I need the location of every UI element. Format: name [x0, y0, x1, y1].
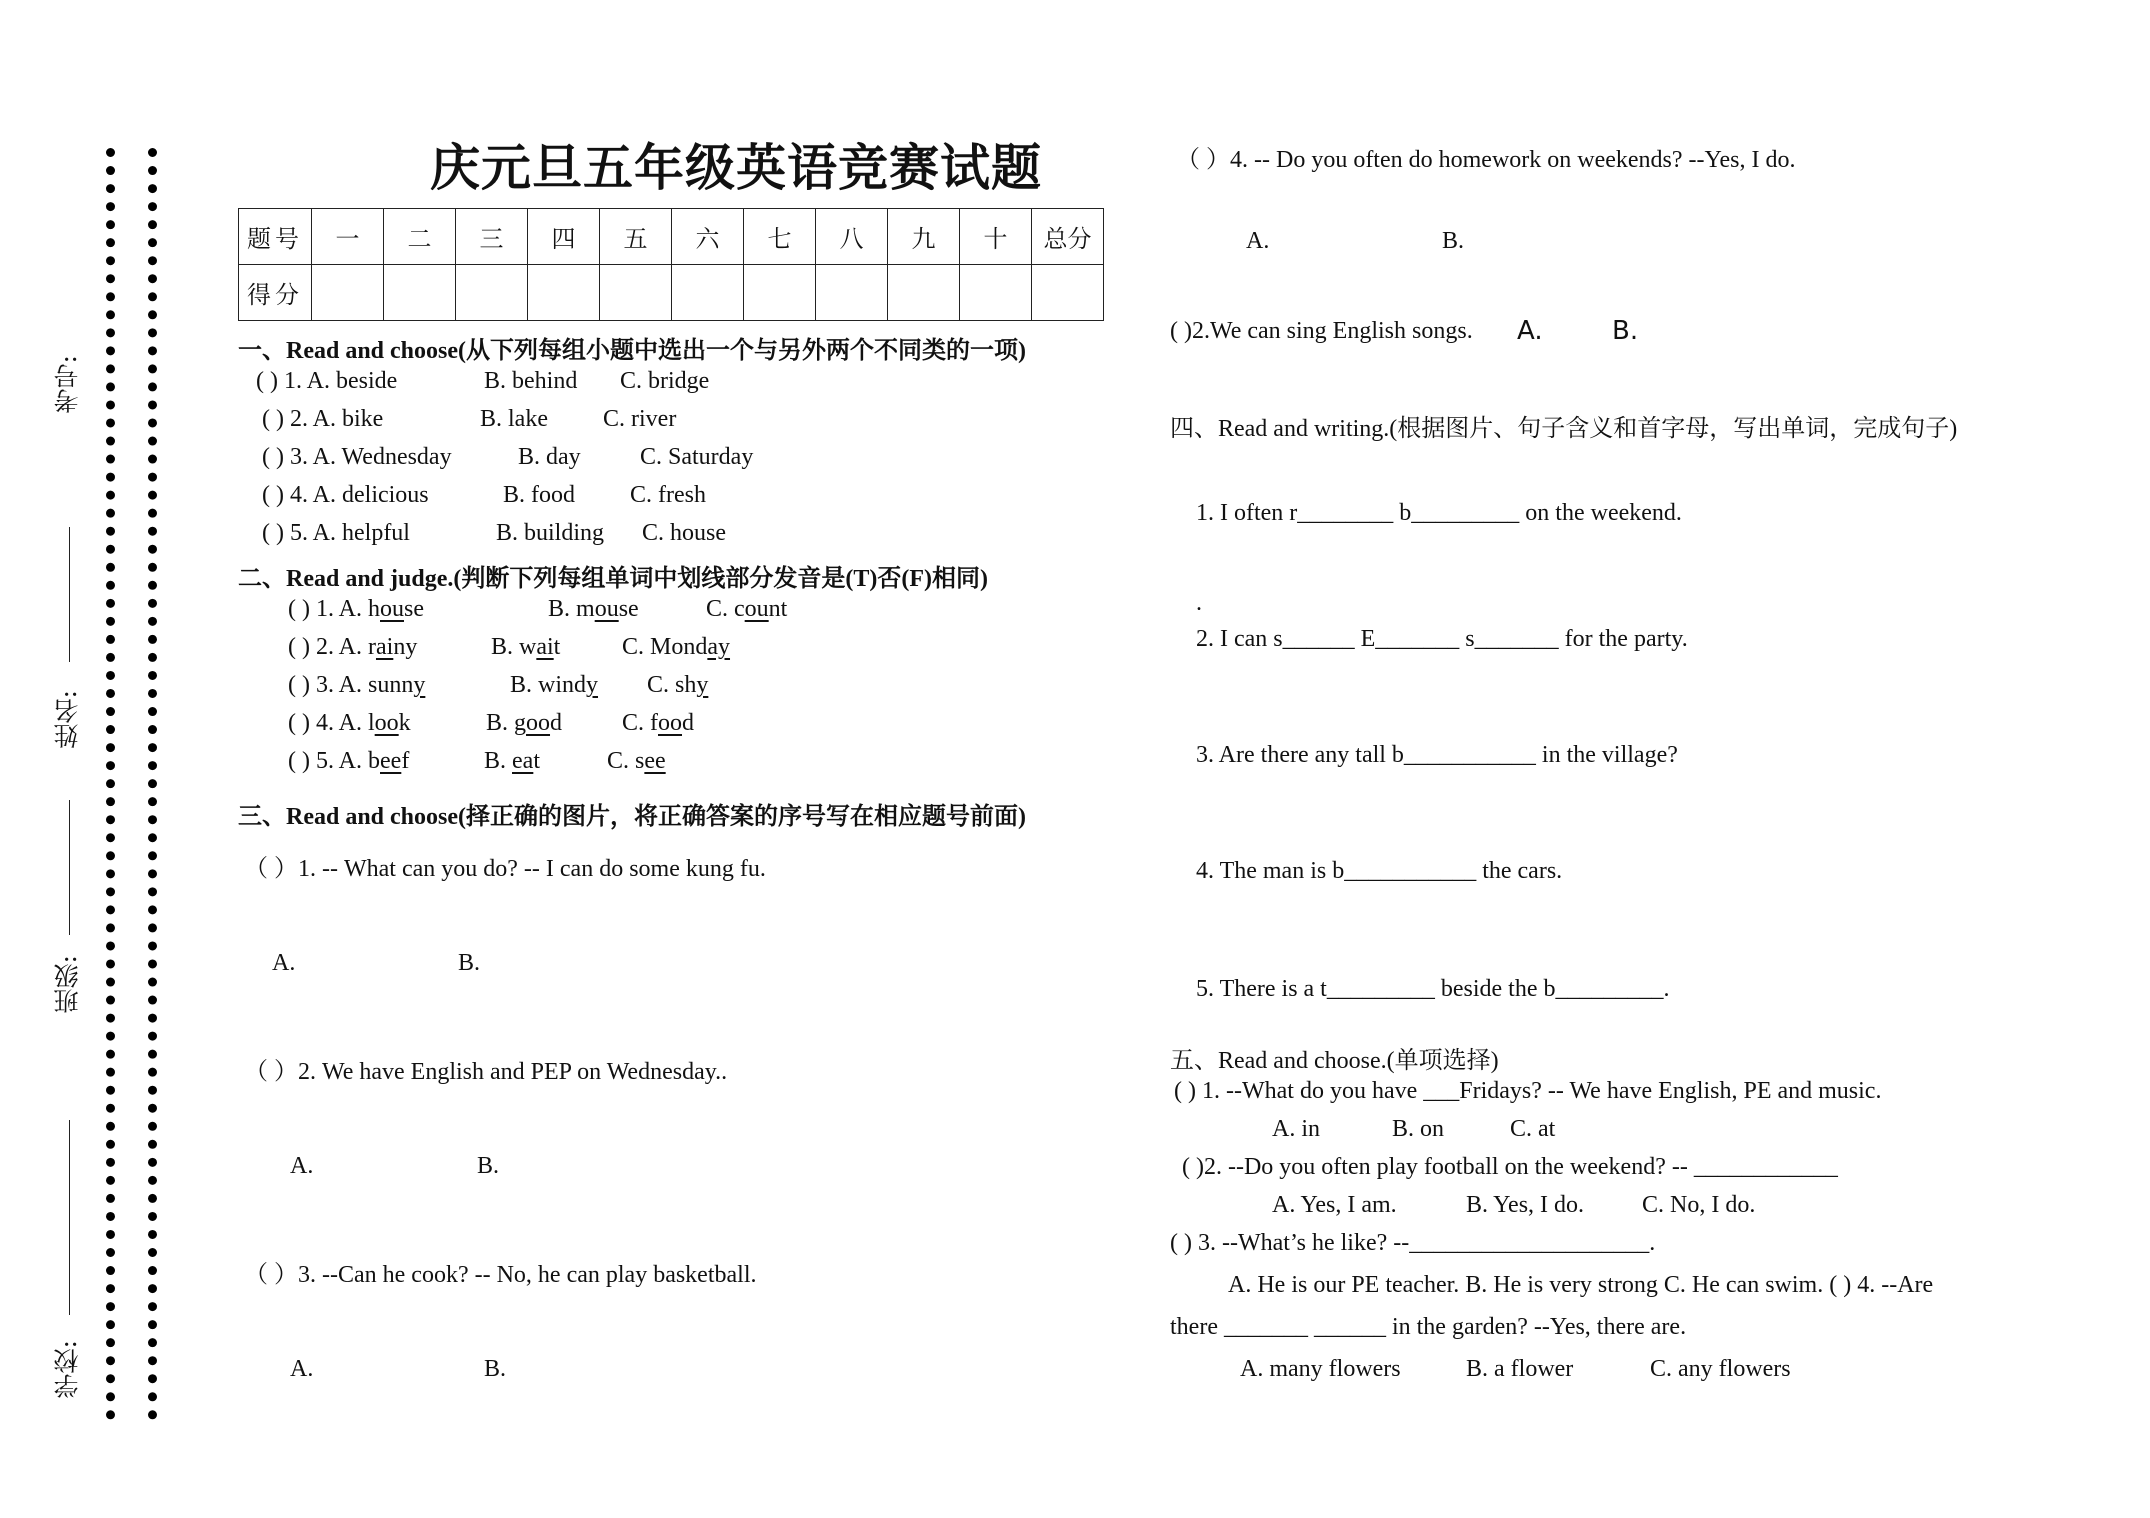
score-cell-blank — [600, 265, 672, 321]
word-prefix: B. wind — [510, 672, 587, 698]
score-cell-header: 六 — [672, 209, 744, 265]
underlined-letters: ou — [380, 596, 404, 622]
s3-q3-option-b: B. — [484, 1356, 507, 1382]
s1-item-2-c: C. river — [603, 406, 677, 432]
s3-question-2: （ ）2. We have English and PEP on Wednesday.. — [244, 1059, 728, 1085]
underlined-letters: ai — [536, 634, 554, 660]
s1-item-2-b: B. lake — [480, 406, 548, 432]
word-prefix: B. — [484, 748, 513, 774]
s3-q2b-option-b: B. — [1612, 316, 1639, 346]
s5-q2-option-b: B. Yes, I do. — [1466, 1192, 1585, 1218]
score-cell-blank — [816, 265, 888, 321]
score-cell-header: 总分 — [1032, 209, 1104, 265]
s3-question-4: （ ）4. -- Do you often do homework on weekends? --Yes, I do. — [1176, 147, 1796, 173]
s1-item-4-b: B. food — [503, 482, 575, 508]
word-prefix: C. s — [607, 748, 645, 774]
score-cell-header: 九 — [888, 209, 960, 265]
underlined-letters: oo — [526, 710, 551, 736]
score-cell-header: 七 — [744, 209, 816, 265]
word-suffix: k — [398, 710, 411, 736]
margin-line-school-top — [69, 1120, 70, 1315]
s2-item-3-b — [510, 672, 598, 699]
word-prefix: C. c — [706, 596, 745, 622]
s2-item-3-prefix: ( ) 3. A. sunn — [288, 672, 414, 698]
word-prefix: B. w — [491, 634, 537, 660]
underlined-letters: y — [696, 672, 709, 698]
word-prefix: B. g — [486, 710, 527, 736]
s5-q4-option-c: C. any flowers — [1650, 1356, 1791, 1382]
s5-q2-option-a: A. Yes, I am. — [1272, 1192, 1397, 1218]
s3-q1-option-a: A. — [272, 950, 296, 976]
s2-item-5-prefix: ( ) 5. A. b — [288, 748, 380, 774]
s5-q4-option-b: B. a flower — [1466, 1356, 1574, 1382]
underlined-letters: ou — [744, 596, 769, 622]
score-cell-label: 得分 — [239, 265, 312, 321]
word-suffix: f — [401, 748, 410, 774]
score-cell-blank — [528, 265, 600, 321]
s5-question-2: ( )2. --Do you often play football on the weekend? -- ____________ — [1182, 1154, 1838, 1180]
score-cell-blank — [672, 265, 744, 321]
binding-dotted-line-outer — [106, 148, 115, 1420]
s5-question-3: ( ) 3. --What’s he like? --____________________. — [1170, 1230, 1656, 1256]
s2-item-2-c — [622, 634, 730, 661]
s3-q3-option-a: A. — [290, 1356, 314, 1382]
word-suffix: d — [682, 710, 694, 736]
s5-q4-option-a: A. many flowers — [1240, 1356, 1401, 1382]
s2-item-5-b — [484, 748, 540, 775]
s4-dot: . — [1196, 590, 1202, 616]
s3-q1-option-b: B. — [458, 950, 481, 976]
underlined-letters: ee — [644, 748, 666, 774]
s2-item-2-prefix: ( ) 2. A. r — [288, 634, 376, 660]
s2-item-5-c — [607, 748, 666, 775]
s1-item-1-c: C. bridge — [620, 368, 710, 394]
s2-item-5 — [288, 748, 409, 775]
s1-item-3-c: C. Saturday — [640, 444, 754, 470]
section-4-heading: 四、Read and writing.(根据图片、句子含义和首字母，写出单词，完成句子) — [1170, 416, 1958, 442]
word-suffix: nt — [768, 596, 788, 622]
margin-label-name: 姓名: — [53, 690, 82, 749]
s3-q4-option-b: B. — [1442, 228, 1465, 254]
s4-question-2: 2. I can s______ E_______ s_______ for the party. — [1196, 626, 1688, 652]
s3-question-1: （ ）1. -- What can you do? -- I can do some kung fu. — [244, 856, 766, 882]
word-suffix: t — [533, 748, 540, 774]
score-table-header-row — [239, 209, 1104, 265]
score-cell-header: 五 — [600, 209, 672, 265]
underlined-letters: oo — [374, 710, 399, 736]
score-cell-blank — [456, 265, 528, 321]
s2-item-4 — [288, 710, 411, 737]
word-suffix: d — [550, 710, 563, 736]
s5-q1-option-c: C. at — [1510, 1116, 1556, 1142]
margin-line-class-top — [69, 800, 70, 935]
s5-question-1: ( ) 1. --What do you have ___Fridays? -- We have English, PE and music. — [1174, 1078, 1882, 1104]
s1-item-5: ( ) 5. A. helpful — [262, 520, 410, 546]
score-cell-header: 四 — [528, 209, 600, 265]
word-prefix: B. m — [548, 596, 595, 622]
s1-item-2: ( ) 2. A. bike — [262, 406, 384, 432]
score-table-score-row — [239, 265, 1104, 321]
s5-q3-options: A. He is our PE teacher. B. He is very strong C. He can swim. ( ) 4. --Are — [1228, 1272, 1934, 1298]
s4-question-1: 1. I often r________ b_________ on the weekend. — [1196, 500, 1682, 526]
word-suffix: ny — [393, 634, 418, 660]
s2-item-1-c — [706, 596, 787, 623]
s3-q2-option-a: A. — [290, 1153, 314, 1179]
s4-question-3: 3. Are there any tall b___________ in the village? — [1196, 742, 1678, 768]
section-1-heading: 一、Read and choose(从下列每组小题中选出一个与另外两个不同类的一项) — [238, 338, 1027, 364]
underlined-letters: ee — [380, 748, 402, 774]
underlined-letters: ai — [375, 634, 394, 660]
score-cell-blank — [744, 265, 816, 321]
s3-q2-option-b: B. — [477, 1153, 500, 1179]
s3-question-2b: ( )2.We can sing English songs. — [1170, 318, 1473, 344]
s1-item-1: ( ) 1. A. beside — [256, 368, 398, 394]
section-5-heading: 五、Read and choose.(单项选择) — [1170, 1048, 1499, 1074]
s5-q1-option-b: B. on — [1392, 1116, 1445, 1142]
margin-line-name-top — [69, 527, 70, 662]
margin-label-school: 学校: — [53, 1340, 82, 1399]
s2-item-1-b — [548, 596, 639, 623]
word-suffix: se — [618, 596, 639, 622]
s2-item-4-prefix: ( ) 4. A. l — [288, 710, 375, 736]
word-suffix: t — [553, 634, 561, 660]
s5-q2-option-c: C. No, I do. — [1642, 1192, 1756, 1218]
s2-item-1 — [288, 596, 424, 623]
score-cell-blank — [312, 265, 384, 321]
section-2-heading: 二、Read and judge.(判断下列每组单词中划线部分发音是(T)否(F)相同) — [238, 566, 988, 592]
s2-item-4-c — [622, 710, 694, 737]
s1-item-4: ( ) 4. A. delicious — [262, 482, 429, 508]
score-cell-header: 三 — [456, 209, 528, 265]
score-table — [238, 208, 1104, 321]
score-cell-header: 十 — [960, 209, 1032, 265]
s4-question-4: 4. The man is b___________ the cars. — [1196, 858, 1563, 884]
underlined-letters: oo — [658, 710, 682, 736]
score-cell-blank — [384, 265, 456, 321]
score-cell-blank — [888, 265, 960, 321]
s5-question-4-continued: there _______ ______ in the garden? --Yes, there are. — [1170, 1314, 1687, 1340]
section-3-heading: 三、Read and choose(择正确的图片，将正确答案的序号写在相应题号前面) — [238, 804, 1027, 830]
score-cell-header: 二 — [384, 209, 456, 265]
s2-item-1-prefix: ( ) 1. A. h — [288, 596, 380, 622]
s1-item-3: ( ) 3. A. Wednesday — [262, 444, 452, 470]
word-suffix: se — [404, 596, 424, 622]
word-prefix: C. Mond — [622, 634, 708, 660]
s2-item-3 — [288, 672, 425, 699]
binding-dotted-line-inner — [148, 148, 157, 1420]
s4-question-5: 5. There is a t_________ beside the b_________. — [1196, 976, 1670, 1002]
underlined-letters: y — [413, 672, 426, 698]
score-cell-blank — [1032, 265, 1104, 321]
s5-q1-option-a: A. in — [1272, 1116, 1320, 1142]
word-prefix: C. f — [622, 710, 658, 736]
s1-item-5-c: C. house — [642, 520, 726, 546]
underlined-letters: ou — [594, 596, 619, 622]
s3-q2b-option-a: A. — [1517, 316, 1543, 346]
s1-item-1-b: B. behind — [484, 368, 578, 394]
s1-item-3-b: B. day — [518, 444, 581, 470]
underlined-letters: ay — [707, 634, 731, 660]
s3-q4-option-a: A. — [1246, 228, 1270, 254]
margin-label-exam-number: 考号: — [53, 355, 82, 414]
s1-item-5-b: B. building — [496, 520, 605, 546]
score-cell-blank — [960, 265, 1032, 321]
s3-question-3: （ ）3. --Can he cook? -- No, he can play basketball. — [244, 1262, 757, 1288]
word-prefix: C. sh — [647, 672, 697, 698]
score-cell-header: 八 — [816, 209, 888, 265]
page-title: 庆元旦五年级英语竞赛试题 — [430, 138, 1042, 197]
s2-item-3-c — [647, 672, 708, 699]
score-cell-header: 题号 — [239, 209, 312, 265]
s1-item-4-c: C. fresh — [630, 482, 706, 508]
underlined-letters: y — [586, 672, 599, 698]
s2-item-2 — [288, 634, 417, 661]
score-cell-header: 一 — [312, 209, 384, 265]
s2-item-4-b — [486, 710, 562, 737]
s2-item-2-b — [491, 634, 560, 661]
margin-label-class: 班级: — [53, 955, 82, 1014]
underlined-letters: ea — [512, 748, 534, 774]
